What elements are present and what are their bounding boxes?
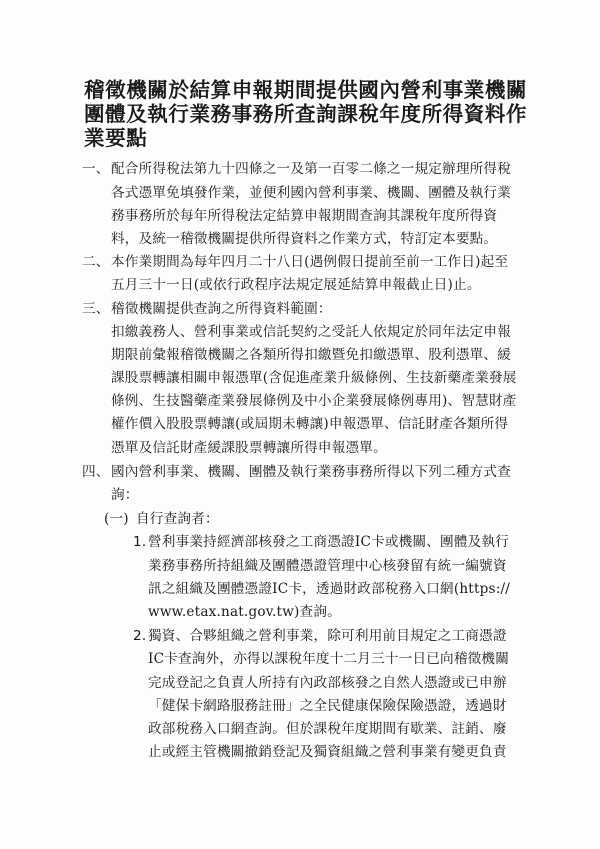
item-line: 營利事業持經濟部核發之工商憑證IC卡或機關、團體及執行 — [148, 534, 510, 550]
section-line: 扣繳義務人、營利事業或信託契約之受託人依規定於同年法定申報 — [111, 324, 512, 340]
section-line: 權作價入股股票轉讓(或屆期未轉讓)申報憑單、信託財產各類所得 — [111, 416, 509, 432]
item-line: 完成登記之負責人所持有內政部核發之自然人憑證或已申辦 — [148, 675, 507, 691]
section-line: 五月三十一日(或依行政程序法規定展延結算申報截止日)止。 — [111, 277, 481, 293]
item-line: 止或經主管機關撤銷登記及獨資組織之營利事業有變更負責 — [148, 744, 507, 760]
item-line: 政部稅務入口網查詢。但於課稅年度期間有歇業、註銷、廢 — [148, 721, 507, 737]
item-line: www.etax.nat.gov.tw)查詢。 — [148, 604, 341, 620]
section-marker: 四、 — [82, 464, 110, 480]
section-line: 稽徵機關提供查詢之所得資料範圍： — [111, 301, 332, 317]
item-number: 2. — [133, 628, 147, 644]
subsection-heading: 自行查詢者： — [136, 511, 219, 527]
section-line: 各式憑單免填發作業，並便利國內營利事業、機關、團體及執行業 — [111, 185, 512, 201]
section-line: 期限前彙報稽徵機關之各類所得扣繳暨免扣繳憑單、股利憑單、緩 — [111, 347, 512, 363]
section-line: 課股票轉讓相關申報憑單(含促進產業升級條例、生技新藥產業發展 — [111, 370, 517, 386]
section-line: 配合所得稅法第九十四條之一及第一百零二條之一規定辦理所得稅 — [111, 161, 512, 177]
item-line: 「健保卡網路服務註冊」之全民健康保險保險憑證，透過財 — [148, 698, 507, 714]
section-marker: 二、 — [82, 254, 110, 270]
item-line: 訊之組織及團體憑證IC卡，透過財政部稅務入口網(https:// — [148, 581, 511, 597]
title-line: 團體及執行業務事務所查詢課稅年度所得資料作 — [84, 102, 528, 126]
section-marker: 一、 — [82, 161, 110, 177]
section-line: 務事務所於每年所得稅法定結算申報期間查詢其課稅年度所得資 — [111, 208, 498, 224]
item-line: 業務事務所持組織及團體憑證管理中心核發留有統一編號資 — [148, 558, 507, 574]
title-line: 業要點 — [84, 126, 148, 150]
section-line: 本作業期間為每年四月二十八日(遇例假日提前至前一工作日)起至 — [111, 254, 509, 270]
section-line: 料，及統一稽徵機關提供所得資料之作業方式，特訂定本要點。 — [111, 231, 498, 247]
section-line: 詢： — [111, 487, 139, 503]
subsection-marker: (一) — [104, 511, 129, 527]
title-line: 稽徵機關於結算申報期間提供國內營利事業機關 — [84, 78, 528, 102]
document-title — [84, 78, 554, 150]
section-line: 國內營利事業、機關、團體及執行業務事務所得以下列二種方式查 — [111, 464, 512, 480]
item-number: 1. — [133, 534, 147, 550]
section-marker: 三、 — [82, 301, 110, 317]
section-line: 憑單及信託財產緩課股票轉讓所得申報憑單。 — [111, 440, 387, 456]
item-line: IC卡查詢外，亦得以課稅年度十二月三十一日已向稽徵機關 — [148, 651, 510, 667]
item-line: 獨資、合夥組織之營利事業，除可利用前目規定之工商憑證 — [148, 628, 507, 644]
section-line: 條例、生技醫藥產業發展條例及中小企業發展條例專用)、智慧財產 — [111, 393, 517, 409]
